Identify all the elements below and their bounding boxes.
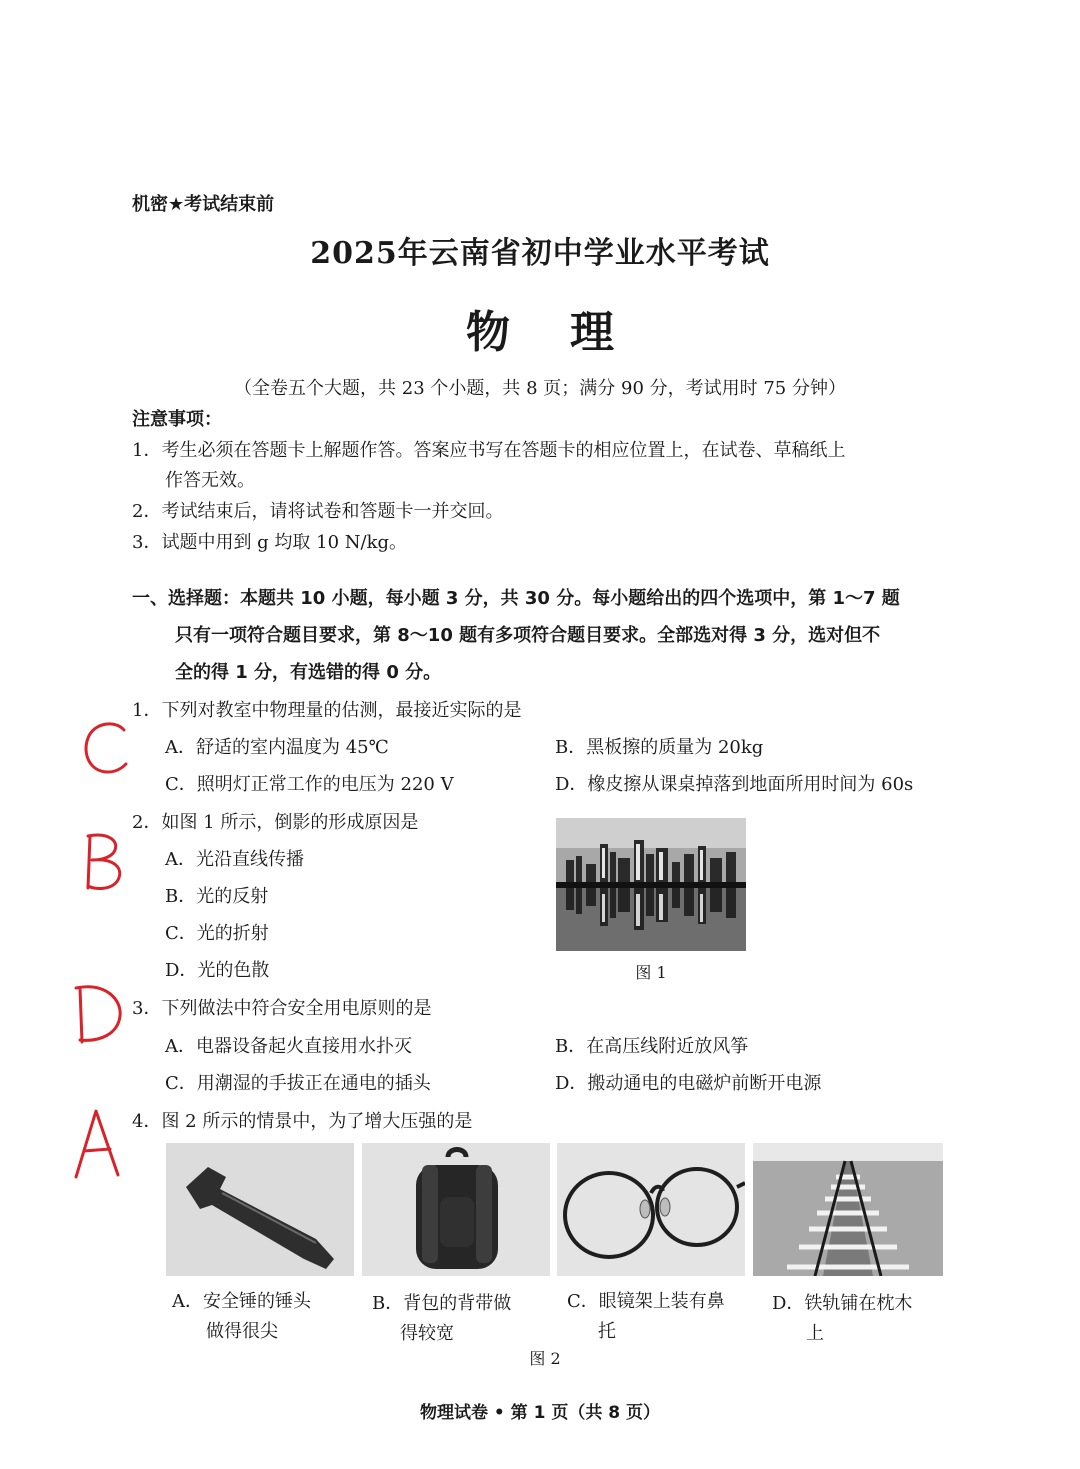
subject-title: 物理 bbox=[466, 307, 674, 358]
q4-option-c-line1: C．眼镜架上装有鼻 bbox=[567, 1291, 725, 1312]
handwritten-c-mark bbox=[80, 720, 132, 778]
q2-option-a: A．光沿直线传播 bbox=[165, 849, 304, 870]
exam-meta: （全卷五个大题，共 23 个小题，共 8 页；满分 90 分，考试用时 75 分钟） bbox=[234, 378, 846, 399]
q4-option-b-line1: B．背包的背带做 bbox=[372, 1293, 512, 1314]
figure-2-hammer-photo bbox=[166, 1143, 354, 1276]
handwritten-d-mark bbox=[70, 980, 126, 1048]
backpack-image bbox=[362, 1143, 550, 1276]
q4-option-c-line2: 托 bbox=[598, 1321, 616, 1342]
q1-handwritten-answer bbox=[80, 720, 132, 778]
q3-option-c: C．用潮湿的手拔正在通电的插头 bbox=[165, 1073, 431, 1094]
q4-option-b-line2: 得较宽 bbox=[400, 1323, 454, 1344]
figure-2-caption: 图 2 bbox=[529, 1349, 561, 1368]
q1-option-b: B．黑板擦的质量为 20kg bbox=[555, 737, 764, 758]
glasses-image bbox=[557, 1143, 745, 1276]
safety-hammer-image bbox=[166, 1143, 354, 1276]
figure-2-railway-photo bbox=[753, 1143, 943, 1276]
q4-stem: 4．图 2 所示的情景中，为了增大压强的是 bbox=[132, 1111, 473, 1132]
q1-option-c: C．照明灯正常工作的电压为 220 V bbox=[165, 774, 454, 795]
city-reflection-image bbox=[556, 818, 746, 951]
page-footer: 物理试卷 • 第 1 页（共 8 页） bbox=[419, 1403, 661, 1423]
q2-option-d: D．光的色散 bbox=[165, 960, 270, 981]
q3-stem: 3．下列做法中符合安全用电原则的是 bbox=[132, 998, 432, 1019]
q1-stem: 1．下列对教室中物理量的估测，最接近实际的是 bbox=[132, 700, 522, 721]
q1-option-d: D．橡皮擦从课桌掉落到地面所用时间为 60s bbox=[555, 774, 914, 795]
notice-item-3: 3．试题中用到 g 均取 10 N/kg。 bbox=[132, 532, 408, 553]
q2-handwritten-answer bbox=[80, 830, 130, 894]
notice-item-1: 1．考生必须在答题卡上解题作答。答案应书写在答题卡的相应位置上，在试卷、草稿纸上 bbox=[132, 440, 846, 461]
notice-item-2: 2．考试结束后，请将试卷和答题卡一并交回。 bbox=[132, 501, 504, 522]
railway-image bbox=[753, 1143, 943, 1276]
section1-intro-line1: 一、选择题：本题共 10 小题，每小题 3 分，共 30 分。每小题给出的四个选项中，第 1～7 题 bbox=[132, 588, 900, 609]
figure-1-caption: 图 1 bbox=[635, 963, 667, 982]
figure-1-reflection-photo bbox=[556, 818, 746, 951]
section1-intro-line3: 全的得 1 分，有选错的得 0 分。 bbox=[175, 662, 442, 683]
handwritten-a-mark bbox=[70, 1105, 126, 1181]
q4-handwritten-answer bbox=[70, 1105, 126, 1181]
q4-option-a-line1: A．安全锤的锤头 bbox=[172, 1291, 311, 1312]
confidential-label: 机密★考试结束前 bbox=[132, 194, 275, 215]
q4-option-d-line1: D．铁轨铺在枕木 bbox=[772, 1293, 913, 1314]
figure-2-backpack-photo bbox=[362, 1143, 550, 1276]
figure-2-glasses-photo bbox=[557, 1143, 745, 1276]
q2-option-c: C．光的折射 bbox=[165, 923, 269, 944]
q4-option-d-line2: 上 bbox=[806, 1323, 824, 1344]
notice-item-1-cont: 作答无效。 bbox=[165, 470, 255, 491]
q3-handwritten-answer bbox=[70, 980, 126, 1048]
q2-stem: 2．如图 1 所示，倒影的形成原因是 bbox=[132, 812, 419, 833]
q1-option-a: A．舒适的室内温度为 45℃ bbox=[165, 737, 389, 758]
q3-option-d: D．搬动通电的电磁炉前断开电源 bbox=[555, 1073, 822, 1094]
handwritten-b-mark bbox=[80, 830, 130, 894]
notice-heading: 注意事项： bbox=[132, 409, 222, 430]
section1-intro-line2: 只有一项符合题目要求，第 8～10 题有多项符合题目要求。全部选对得 3 分，选对但不 bbox=[175, 625, 881, 646]
q2-option-b: B．光的反射 bbox=[165, 886, 269, 907]
exam-title: 2025年云南省初中学业水平考试 bbox=[310, 236, 770, 271]
q3-option-b: B．在高压线附近放风筝 bbox=[555, 1036, 749, 1057]
q4-option-a-line2: 做得很尖 bbox=[206, 1321, 278, 1342]
q3-option-a: A．电器设备起火直接用水扑灭 bbox=[165, 1036, 412, 1057]
